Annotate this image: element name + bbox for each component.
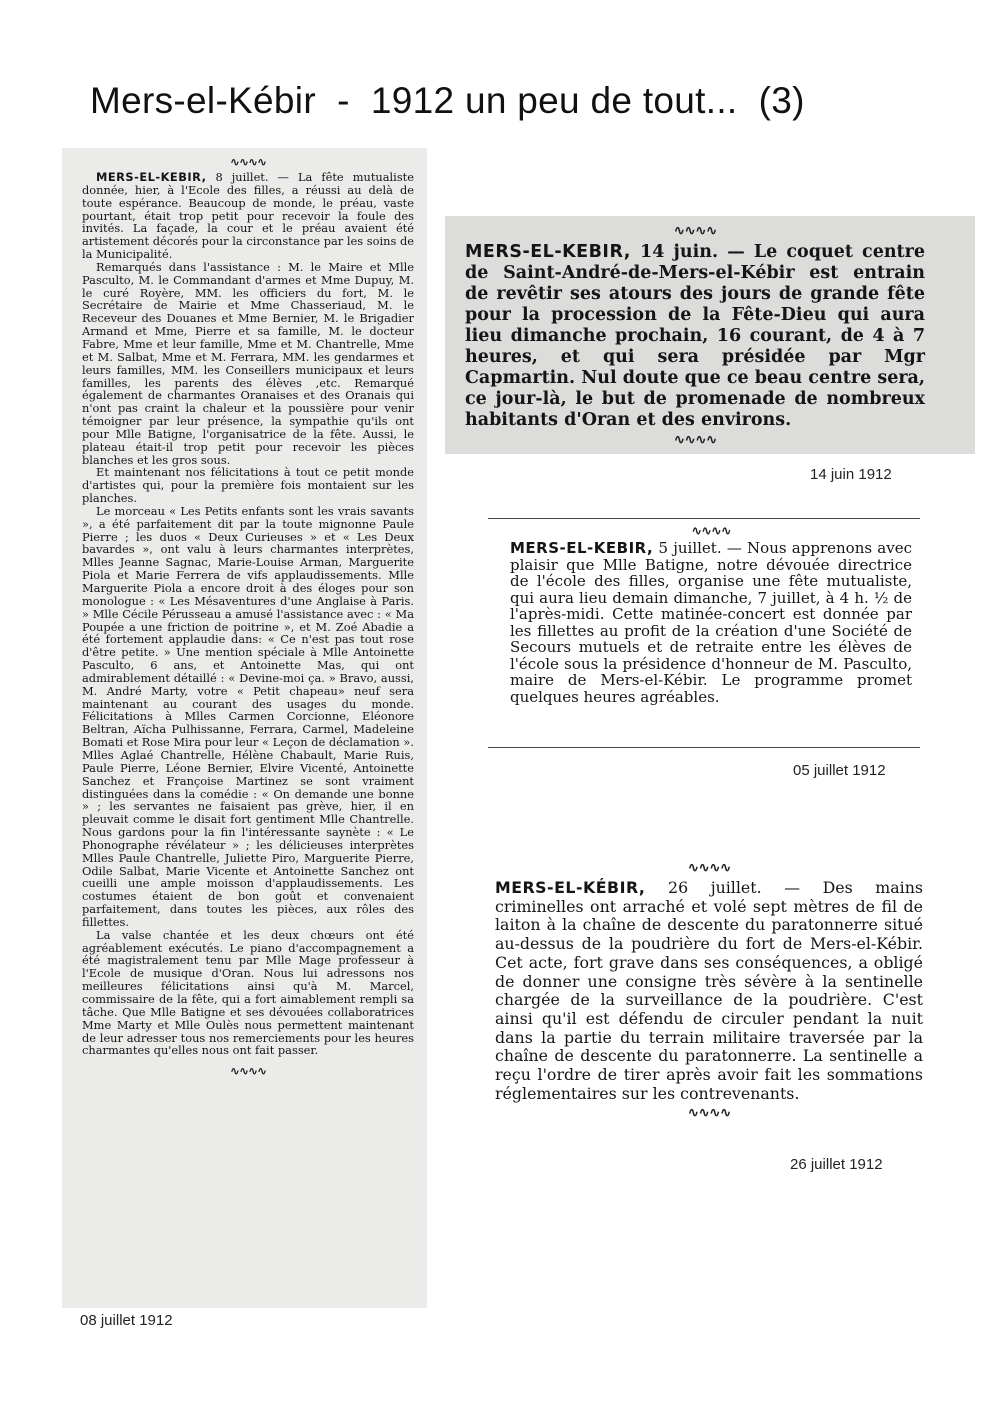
newspaper-clipping-05-juillet — [488, 518, 920, 748]
article-paragraph: Et maintenant nos félicitations à tout ce petit monde d'artistes qui, pour la première fois montaient sur les planches. — [82, 465, 414, 506]
article-paragraph: Remarqués dans l'assistance : M. le Maire et Mlle Pasculto, M. le Commandant d'armes et Mme Dupuy, M. le curé Royère, MM. les officiers du fort, M. le Secrétaire de Mairie et Mme Chasseriaud, M. le Receveur des Douanes et Mme Bernier, M. le Brigadier Armand et Mme, Pierre et sa famille, M. le docteur Fabre, Mme et leur famille, Mme et M. Chantrelle, Mme et M. Salbat, Mme et M. Ferrara, MM. les gendarmes et leurs familles, MM. les Conseillers municipaux et leurs familles, les parents des élèves ,etc. Remarqué également de charmantes Oranaises et des Oranais qui n'ont pas craint la chaleur et la poussière pour venir témoigner par leur présence, la sympathie qu'ils ont pour Mlle Batigne, l'organisatrice de la fête. Aussi, le plateau était-il trop petit pour recevoir les pièces blanches et les gros sous. — [82, 259, 414, 467]
newspaper-clipping-08-juillet — [62, 148, 427, 1308]
article-dateline: MERS-EL-KEBIR, — [465, 242, 631, 262]
ornament-divider: ∿∿∿∿ — [229, 155, 267, 169]
ornament-divider: ∿∿∿∿ — [687, 860, 731, 876]
article-paragraph: Le morceau « Les Petits enfants sont les vrais savants », a été parfaitement dit par la toute mignonne Paule Pierre ; les duos « Deux Curieuses » et « Les Deux bavardes », ont valu à leurs charmantes interprètes, Mlles Jeanne Sagnac, Marie-Louise Arman, Marguerite Piola et Marie Ferrera de vifs applaudissements. Mlle Marguerite Piola a encore droit à des éloges pour son monologue : « Les Mésaventures d'une Anglaise à Paris. » Mlle Cécile Pérusseau a amusé l'assistance avec : « Ma Poupée a une friction de poitrine », et M. Zoé Abadie a été fortement applaudie dans: « Ce n'est pas tout rose d'être petite. » Une mention spéciale à Mlle Antoinette Pasculto, 6 ans, et Antoinette Mas, qui ont admirablement détaillé : « Devine-moi ça. » Bravo, aussi, M. André Marty, votre « Petit chapeau» neuf sera maintenant au courant des usages du monde. Félicitations à Mlles Carmen Corcionne, Eléonore Beltran, Aïcha Pulhissanne, Ferrara, Carmel, Madeleine Bomati et Rose Mira pour leur « Leçon de déclamation ». Mlles Aglaé Chantrelle, Hélène Chabault, Marie Ruis, Paule Pierre, Léone Bernier, Elvire Vicenté, Antoinette Sanchez et Françoise Martinez se sont vraiment distinguées dans la comédie : « On demande une bonne » ; les servantes ne faisaient pas grève, hier, il en pleuvait comme le disait fort gentiment Mlle Chantrelle. Nous gardons pour la fin l'intéressante saynète : « Le Phonographe révélateur » ; les délicieuses interprètes Mlles Paule Chantrelle, Juliette Piro, Marguerite Pierre, Odile Salbat, Marie Vicente et Antoinette Sanchez ont cueilli une ample moisson d'applaudissements. Les costumes étaient de bon goût et convenaient parfaitement, dans toutes les pièces, aux rôles des fillettes. — [82, 503, 414, 929]
article-paragraph: MERS-EL-KÉBIR, 26 juillet. — Des mains criminelles ont arraché et volé sept mètres de fil de laiton à la chaîne de descente du paratonnerre situé au-dessus de la poudrière du fort de Mers-el-Kébir. Cet acte, fort grave dans ses conséquences, a obligé de donner une consigne très sévère à la sentinelle chargée de la surveillance de la poudrière. C'est ainsi qu'il est défendu de circuler pendant la nuit dans la partie du terrain militaire traversée par la chaîne de descente du paratonnerre. La sentinelle a reçu l'ordre de tirer après avoir fait les sommations réglementaires sur les contrevenants. — [495, 878, 923, 1103]
ornament-divider: ∿∿∿∿ — [673, 432, 717, 448]
article-paragraph: MERS-EL-KEBIR, 14 juin. — Le coquet centre de Saint-André-de-Mers-el-Kébir est entrain de revêtir ses atours des jours de grande fête pour la procession de la Fête-Dieu qui aura lieu dimanche prochain, 16 courant, de 4 à 7 heures, et qui sera présidée par Mgr Capmartin. Nul doute que ce beau centre sera, ce jour-là, le but de promenade de nombreux habitants d'Oran et des environs. — [465, 242, 925, 430]
article-paragraph: La valse chantée et les deux chœurs ont été agréablement exécutés. Le piano d'accompagnement a été magistralement tenu par Mlle Mage professeur à l'Ecole de musique d'Oran. Nous lui adressons nos meilleures félicitations ainsi qu'à M. Marcel, commissaire de la fête, qui a fort aimablement rempli sa tâche. Que Mlle Batigne et ses dévouées collaboratrices Mme Marty et Mlle Oulès nous permettent maintenant de leur adresser tous nos remerciements pour les heures charmantes qu'elles nous ont fait passer. — [82, 927, 414, 1058]
newspaper-clipping-26-juillet — [475, 855, 935, 1155]
clipping-date-caption: 26 juillet 1912 — [790, 1156, 883, 1173]
article-dateline: MERS-EL-KEBIR, — [96, 170, 207, 184]
ornament-divider: ∿∿∿∿ — [229, 1064, 267, 1079]
article-dateline: MERS-EL-KEBIR, — [510, 539, 654, 557]
ornament-divider: ∿∿∿∿ — [687, 1104, 731, 1121]
ornament-divider: ∿∿∿∿ — [673, 223, 717, 239]
article-paragraph: MERS-EL-KEBIR, 5 juillet. — Nous apprenons avec plaisir que Mlle Batigne, notre dévouée directrice de l'école des filles, organise une fête mutualiste, qui aura lieu demain dimanche, 7 juillet, à 4 h. ½ de l'après-midi. Cette matinée-concert est donnée par les fillettes au profit de la création d'une Société de Secours mutuels et de retraite entre les élèves de l'école sous la présidence d'honneur de M. Pasculto, maire de Mers-el-Kébir. Le programme promet quelques heures agréables. — [510, 539, 912, 706]
article-paragraph: MERS-EL-KEBIR, 8 juillet. — La fête mutualiste donnée, hier, à l'Ecole des filles, a réussi au delà de toute espérance. Beaucoup de monde, le préau, vaste pourtant, était trop petit pour recevoir la foule des invités. La façade, la cour et le préau avaient été artistement décorés pour la circonstance par les soins de la Municipalité. — [82, 170, 414, 262]
clipping-date-caption: 14 juin 1912 — [810, 466, 892, 483]
clipping-date-caption: 05 juillet 1912 — [793, 762, 886, 779]
ornament-divider: ∿∿∿∿ — [691, 524, 731, 539]
newspaper-clipping-14-juin — [445, 216, 975, 454]
clipping-date-caption: 08 juillet 1912 — [80, 1312, 173, 1329]
page-title: Mers-el-Kébir - 1912 un peu de tout... (3) — [90, 80, 805, 121]
article-dateline: MERS-EL-KÉBIR, — [495, 878, 646, 897]
